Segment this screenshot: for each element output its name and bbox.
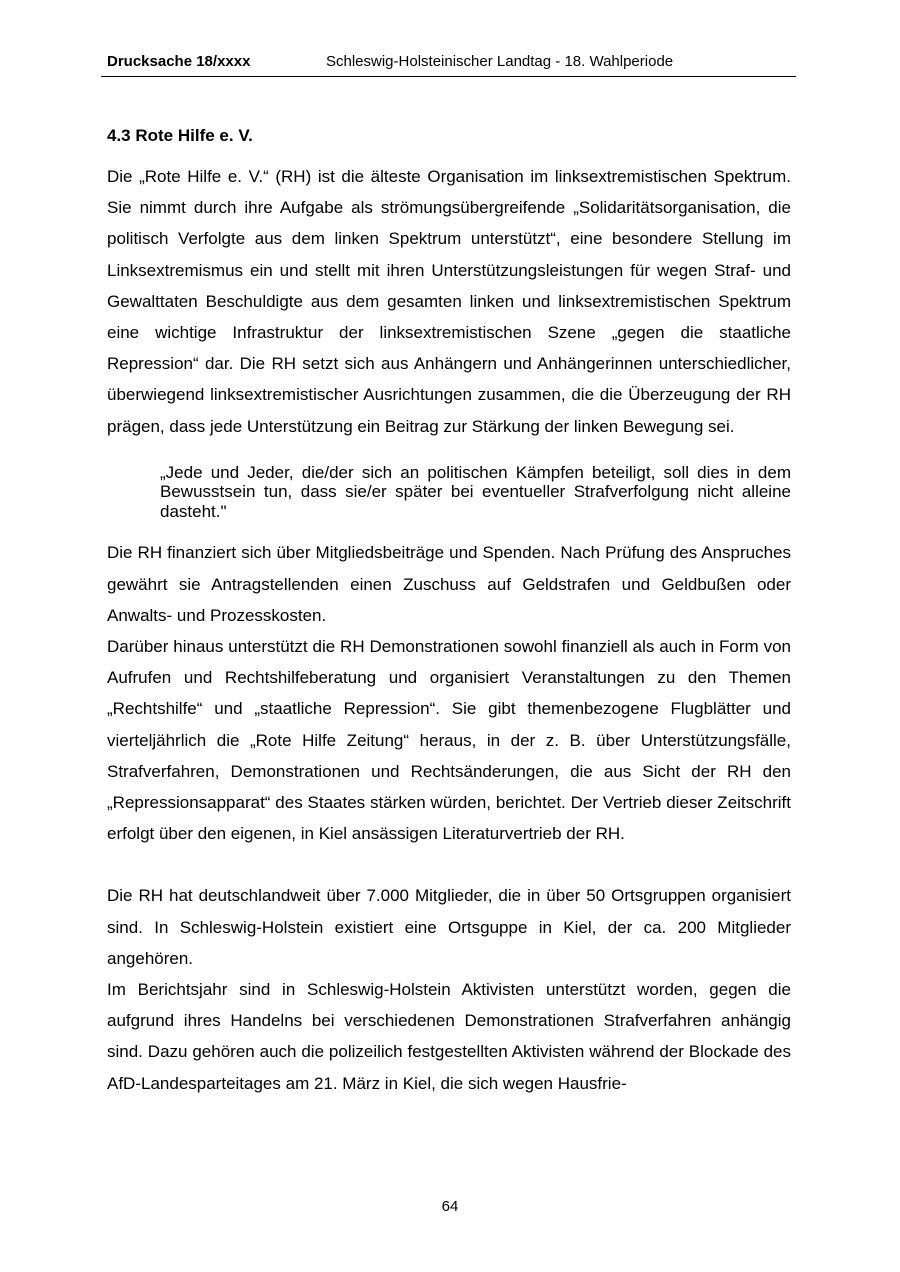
paragraph-1: Die „Rote Hilfe e. V.“ (RH) ist die älteste Organisation im linksextremistischen Spektrum. Sie nimmt durch ihre Aufgabe als strömungsübergreifende „Solidaritätsorganisation, die politisch Verfolgte aus dem linken Spektrum unterstützt“, eine besondere Stellung im Linksextremismus ein und stellt mit ihren Unterstützungsleistungen für wegen Straf- und Gewalttaten Beschuldigte aus dem gesamten linken und linksextremistischen Spektrum eine wichtige Infrastruktur der linksextremistischen Szene „gegen die staatliche Repression“ dar. Die RH setzt sich aus Anhängern und Anhängerinnen unterschiedlicher, überwiegend linksextremistischer Ausrichtungen zusammen, die die Überzeugung der RH prägen, dass jede Unterstützung ein Beitrag zur Stärkung der linken Bewegung sei. bbox=[107, 167, 791, 436]
section-title: 4.3 Rote Hilfe e. V. bbox=[107, 126, 253, 145]
paragraph-3: Darüber hinaus unterstützt die RH Demonstrationen sowohl finanziell als auch in Form von Aufrufen und Rechtshilfeberatung und organisiert Veranstaltungen zu den Themen „Rechtshilfe“ und „staatliche Repression“. Sie gibt themenbezogene Flugblätter und vierteljährlich die „Rote Hilfe Zeitung“ heraus, in der z. B. über Unterstützungsfälle, Strafverfahren, Demonstrationen und Rechtsänderungen, die aus Sicht der RH den „Repressionsapparat“ des Staates stärken würden, berichtet. Der Vertrieb dieser Zeitschrift erfolgt über den eigenen, in Kiel ansässigen Literaturvertrieb der RH. bbox=[107, 636, 791, 844]
document-number: Drucksache 18/xxxx bbox=[107, 53, 251, 70]
paragraph-5: Im Berichtsjahr sind in Schleswig-Holstein Aktivisten unterstützt worden, gegen die aufgrund ihres Handelns bei verschiedenen Demonstrationen Strafverfahren anhängig sind. Dazu gehören auch die polizeilich festgestellten Aktivisten während der Blockade des AfD-Landesparteitages am 21. März in Kiel, die sich wegen Hausfrie- bbox=[107, 979, 791, 1093]
page-number: 64 bbox=[441, 1198, 459, 1215]
page-header bbox=[101, 52, 796, 77]
paragraph-4: Die RH hat deutschlandweit über 7.000 Mitglieder, die in über 50 Ortsgruppen organisiert sind. In Schleswig-Holstein existiert eine Ortsguppe in Kiel, der ca. 200 Mitglieder angehören. bbox=[107, 886, 791, 968]
parliament-title: Schleswig-Holsteinischer Landtag - 18. Wahlperiode bbox=[326, 53, 674, 70]
block-quote: „Jede und Jeder, die/der sich an politischen Kämpfen beteiligt, soll dies in dem Bewusstsein tun, dass sie/er später bei eventueller Strafverfolgung nicht alleine dasteht." bbox=[160, 462, 791, 521]
page-content bbox=[107, 125, 791, 1099]
paragraph-2: Die RH finanziert sich über Mitgliedsbeiträge und Spenden. Nach Prüfung des Anspruches gewährt sie Antragstellenden einen Zuschuss auf Geldstrafen und Geldbußen oder Anwalts- und Prozesskosten. bbox=[107, 543, 791, 625]
